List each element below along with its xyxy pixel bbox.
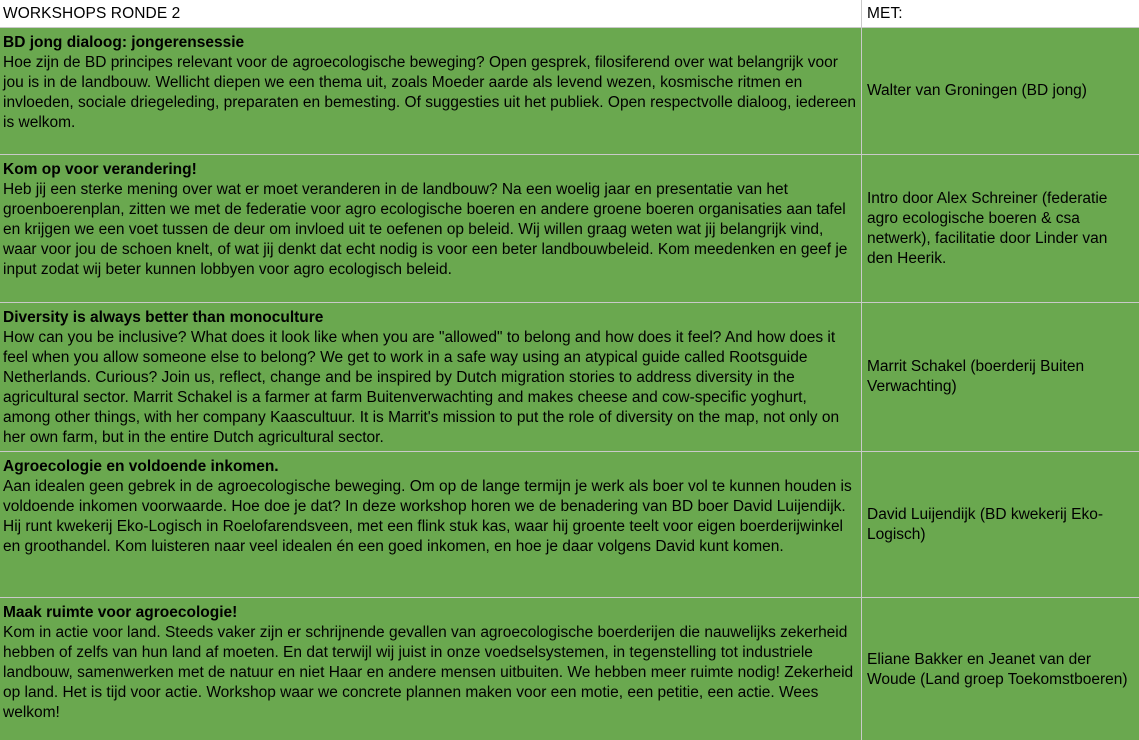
- workshop-host: Walter van Groningen (BD jong): [867, 82, 1087, 99]
- workshop-host: Intro door Alex Schreiner (federatie agro ecologische boeren & csa netwerk), facilitatie door Linder van den Heerik.: [867, 189, 1108, 267]
- met-cell-4[interactable]: [862, 452, 1139, 598]
- header-label-met: MET:: [867, 4, 903, 22]
- header-cell-workshops[interactable]: [0, 0, 862, 28]
- header-cell-met[interactable]: [862, 0, 1139, 28]
- workshop-description: How can you be inclusive? What does it look like when you are "allowed" to belong and how does it feel? And how does it feel when you allow someone else to belong? We get to work in a safe way using an atypical guide called Rootsguide Netherlands. Curious? Join us, reflect, change and be inspired by Dutch migration stories to address diversity in the agricultural sector. Marrit Schakel is a farmer at farm Buitenverwachting and makes cheese and cow-specific yoghurt, among other things, with her company Kaascultuur. It is Marrit's mission to put the role of diversity on the map, not only on her own farm, but in the entire Dutch agricultural sector.: [3, 329, 840, 446]
- met-cell-3[interactable]: [862, 303, 1139, 452]
- header-label-workshops: WORKSHOPS RONDE 2: [3, 4, 181, 22]
- workshop-host: Marrit Schakel (boerderij Buiten Verwachting): [867, 358, 1085, 395]
- workshop-cell-5[interactable]: [0, 598, 862, 740]
- workshop-title: Maak ruimte voor agroecologie!: [3, 604, 238, 621]
- workshop-host: David Luijendijk (BD kwekerij Eko-Logisch): [867, 505, 1104, 543]
- workshop-title: Agroecologie en voldoende inkomen.: [3, 458, 279, 475]
- workshop-title: Kom op voor verandering!: [3, 161, 197, 178]
- workshop-cell-1[interactable]: [0, 28, 862, 155]
- workshop-cell-3[interactable]: [0, 303, 862, 452]
- workshop-description: Kom in actie voor land. Steeds vaker zijn er schrijnende gevallen van agroecologische boerderijen die nauwelijks zekerheid hebben of zelfs van hun land af moeten. En dat terwijl wij juist in onze voedselsystemen, in tegenstelling tot industriele landbouw, samenwerken met de natuur en niet Haar en andere mensen uitbuiten. We hebben meer ruimte nodig! Zekerheid op land. Het is tijd voor actie. Workshop waar we concrete plannen maken voor een motie, een petitie, een actie. Wees welkom!: [3, 624, 854, 721]
- workshop-description: Aan idealen geen gebrek in de agroecologische beweging. Om op de lange termijn je werk als boer vol te kunnen houden is voldoende inkomen voorwaarde. Hoe doe je dat? In deze workshop horen we de benadering van BD boer David Luijendijk. Hij runt kwekerij Eko-Logisch in Roelofarendsveen, met een flink stuk kas, waar hij groente teelt voor eigen boerderijwinkel en groothandel. Kom luisteren naar veel idealen én een goed inkomen, en hoe je daar volgens David kunt komen.: [3, 478, 852, 555]
- met-cell-1[interactable]: [862, 28, 1139, 155]
- workshop-cell-4[interactable]: [0, 452, 862, 598]
- workshop-description: Heb jij een sterke mening over wat er moet veranderen in de landbouw? Na een woelig jaar en presentatie van het groenboerenplan, zitten we met de federatie voor agro ecologische boeren en andere groene boeren organisaties aan tafel en krijgen we een voet tussen de deur om invloed uit te oefenen op beleid. Wij willen graag weten wat jij belangrijk vind, waar voor jou de schoen knelt, of wat jij denkt dat echt nodig is voor een beter landbouwbeleid. Kom meedenken en geef je input zodat wij beter kunnen lobbyen voor agro ecologisch beleid.: [3, 181, 848, 278]
- workshop-title: Diversity is always better than monoculture: [3, 309, 324, 326]
- workshop-title: BD jong dialoog: jongerensessie: [3, 34, 245, 51]
- met-cell-5[interactable]: [862, 598, 1139, 740]
- workshop-cell-2[interactable]: [0, 155, 862, 303]
- workshop-description: Hoe zijn de BD principes relevant voor de agroecologische beweging? Open gesprek, filosiferend over wat belangrijk voor jou is in de landbouw. Wellicht diepen we een thema uit, zoals Moeder aarde als levend wezen, kosmische ritmen en invloeden, sociale driegeleding, preparaten en bemesting. Of suggesties uit het publiek. Open respectvolle dialoog, iedereen is welkom.: [3, 54, 857, 131]
- met-cell-2[interactable]: [862, 155, 1139, 303]
- workshop-host: Eliane Bakker en Jeanet van der Woude (Land groep Toekomstboeren): [867, 650, 1128, 688]
